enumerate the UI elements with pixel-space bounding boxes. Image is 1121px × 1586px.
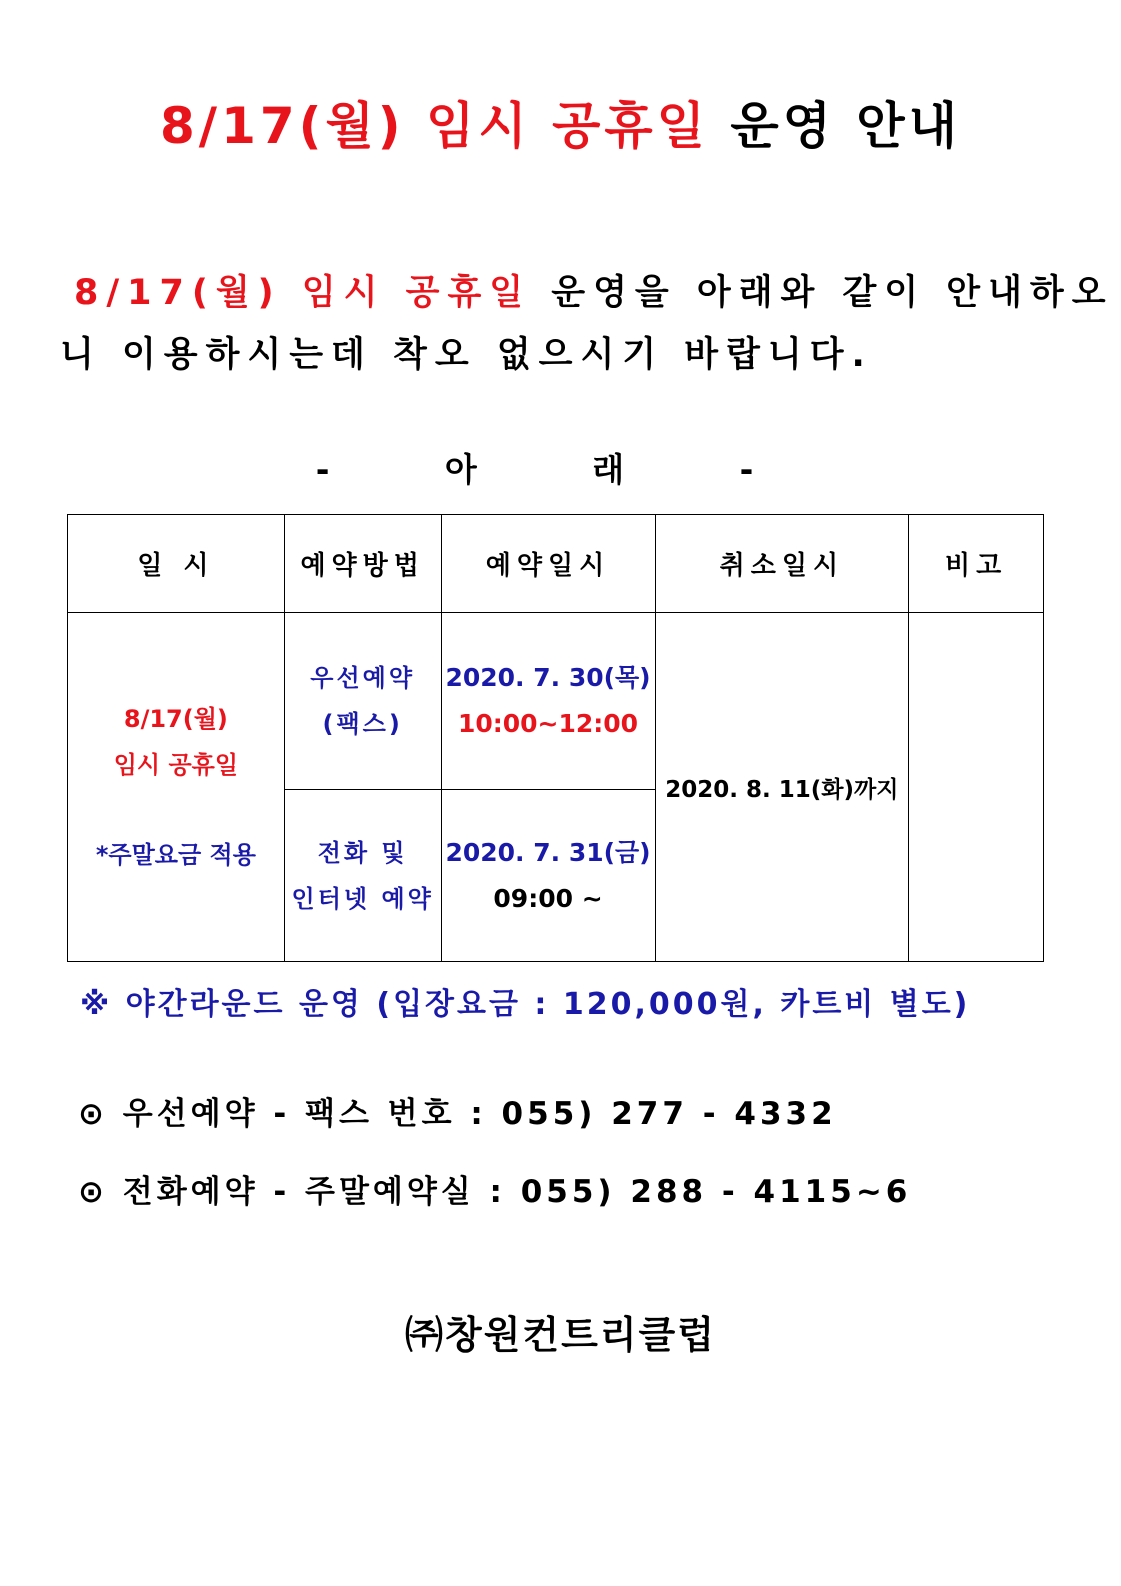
method-cell-priority bbox=[284, 613, 441, 790]
intro-line-1 bbox=[60, 262, 1114, 324]
holiday-label: 임시 공휴일 bbox=[113, 751, 239, 779]
date-cell bbox=[68, 613, 285, 962]
reservation-cell-priority bbox=[441, 613, 655, 790]
schedule-table bbox=[67, 514, 1044, 962]
intro-line-2: 니 이용하시는데 착오 없으시기 바랍니다. bbox=[60, 335, 873, 375]
header-remarks: 비고 bbox=[909, 515, 1044, 613]
table-header-row bbox=[68, 515, 1044, 613]
page-title bbox=[0, 96, 1121, 156]
method-phone-line2: 인터넷 예약 bbox=[291, 884, 434, 913]
cancel-cell: 2020. 8. 11(화)까지 bbox=[655, 613, 909, 962]
below-heading: - 아 래 - bbox=[315, 450, 806, 489]
contact-phone: ⊙ 전화예약 - 주말예약실 : 055) 288 - 4115~6 bbox=[78, 1174, 912, 1210]
weekend-rate-note: *주말요금 적용 bbox=[95, 841, 256, 869]
method-priority-line2: (팩스) bbox=[322, 710, 403, 738]
reservation-phone-time: 09:00 ~ bbox=[493, 883, 603, 913]
remarks-cell bbox=[909, 613, 1044, 962]
method-priority-line1: 우선예약 bbox=[310, 664, 416, 692]
intro-line-1-rest: 운영을 아래와 같이 안내하오 bbox=[531, 273, 1114, 313]
header-cancel-date: 취소일시 bbox=[655, 515, 909, 613]
reservation-phone-date: 2020. 7. 31(금) bbox=[445, 837, 651, 867]
night-round-note: ※ 야간라운드 운영 (입장요금 : 120,000원, 카트비 별도) bbox=[80, 987, 971, 1022]
company-name: ㈜창원컨트리클럽 bbox=[405, 1313, 716, 1357]
contact-fax: ⊙ 우선예약 - 팩스 번호 : 055) 277 - 4332 bbox=[78, 1096, 837, 1132]
holiday-date: 8/17(월) bbox=[123, 705, 228, 733]
title-rest: 운영 안내 bbox=[708, 97, 961, 155]
reservation-priority-date: 2020. 7. 30(목) bbox=[445, 663, 651, 692]
method-phone-line1: 전화 및 bbox=[317, 838, 408, 867]
reservation-cell-phone bbox=[441, 790, 655, 962]
header-method: 예약방법 bbox=[284, 515, 441, 613]
header-reservation-date: 예약일시 bbox=[441, 515, 655, 613]
title-highlight: 8/17(월) 임시 공휴일 bbox=[160, 97, 709, 155]
intro-highlight: 8/17(월) 임시 공휴일 bbox=[74, 273, 532, 313]
method-cell-phone bbox=[284, 790, 441, 962]
intro-paragraph bbox=[60, 262, 1114, 386]
header-date: 일 시 bbox=[68, 515, 285, 613]
reservation-priority-time: 10:00~12:00 bbox=[457, 709, 639, 738]
spacer bbox=[68, 788, 284, 832]
table-row bbox=[68, 613, 1044, 790]
